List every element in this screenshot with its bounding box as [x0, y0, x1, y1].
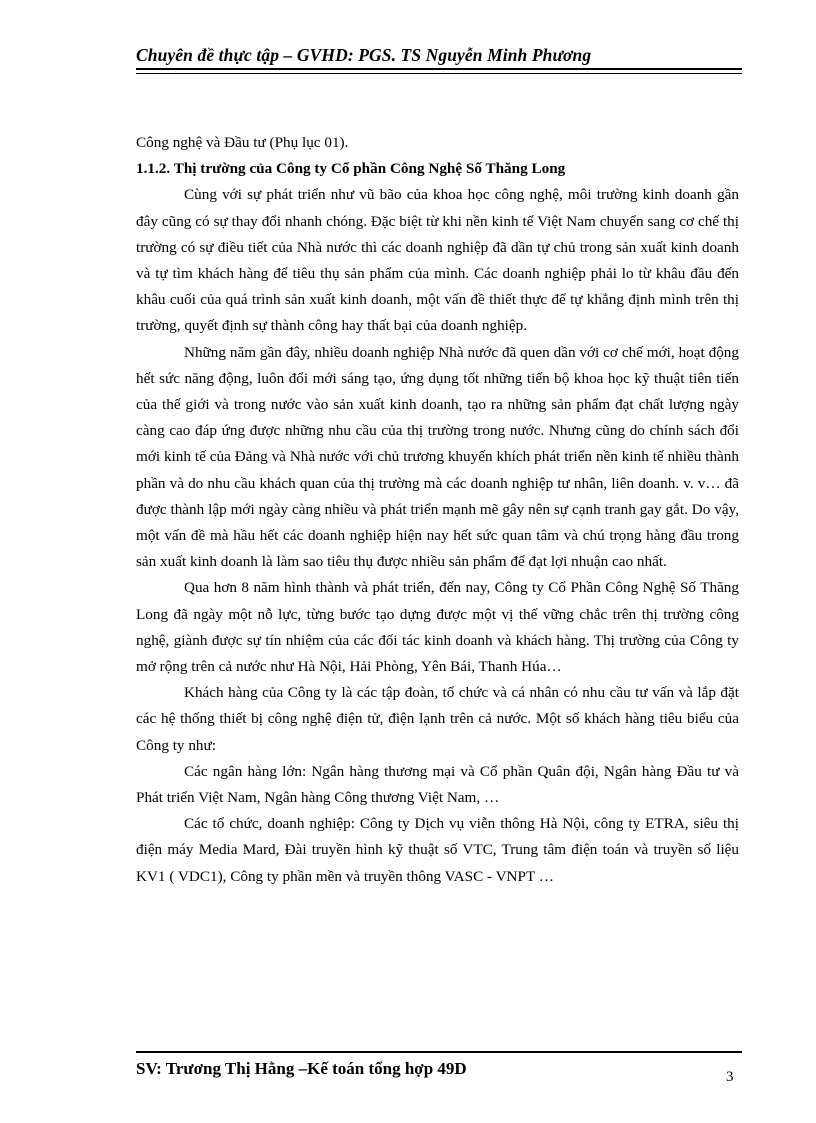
paragraph: Các ngân hàng lớn: Ngân hàng thương mại và Cổ phần Quân đội, Ngân hàng Đầu tư và Phát triển Việt Nam, Ngân hàng Công thương Việt Nam, …	[136, 762, 739, 807]
footer-rule	[136, 1051, 742, 1053]
paragraph: Cùng với sự phát triển như vũ bão của khoa học công nghệ, môi trường kinh doanh gần đây cũng có sự thay đổi nhanh chóng. Đặc biệt từ khi nền kinh tế Việt Nam chuyển sang cơ chế thị trường có sự điều tiết của Nhà nước thì các doanh nghiệp đã dần tự chủ trong sản xuất kinh doanh và tự tìm khách hàng để tiêu thụ sản phẩm của mình. Các doanh nghiệp phải lo từ khâu đầu đến khâu cuối của quá trình sản xuất kinh doanh, một vấn đề thiết thực để tự khẳng định mình trên thị trường, quyết định sự thành công hay thất bại của doanh nghiệp.	[136, 186, 739, 335]
paragraph: Những năm gần đây, nhiều doanh nghiệp Nhà nước đã quen dần với cơ chế mới, hoạt động hết sức năng động, luôn đổi mới sáng tạo, ứng dụng tốt những tiến bộ khoa học kỹ thuật tiên tiến của thế giới và trong nước vào sản xuất kinh doanh, tạo ra những sản phẩm đạt chất lượng ngày càng cao đáp ứng được những nhu cầu của thị trường trong nước. Nhưng cũng do chính sách đổi mới kinh tế của Đảng và Nhà nước với chủ trương khuyến khích phát triển nền kinh tế nhiều thành phần và do nhu cầu khách quan của thị trường mà các doanh nghiệp tư nhân, liên doanh. v. v… đã được thành lập mới ngày càng nhiều và phát triển mạnh mẽ gây nên sự cạnh tranh gay gắt. Do vậy, một vấn đề mà hầu hết các doanh nghiệp hiện nay hết sức quan tâm và chú trọng hàng đầu trong sản xuất kinh doanh là làm sao tiêu thụ được nhiều sản phẩm để đạt lợi nhuận cao nhất.	[136, 343, 739, 571]
paragraph: Các tổ chức, doanh nghiệp: Công ty Dịch vụ viễn thông Hà Nội, công ty ETRA, siêu thị điện máy Media Mard, Đài truyền hình kỹ thuật số VTC, Trung tâm điện toán và truyền số liệu KV1 ( VDC1), Công ty phần mền và truyền thông VASC - VNPT …	[136, 815, 739, 885]
header-title: Chuyên đề thực tập – GVHD: PGS. TS Nguyễn Minh Phương	[136, 45, 592, 65]
document-body	[136, 130, 739, 890]
page-header	[136, 44, 742, 66]
page-number: 3	[726, 1069, 734, 1085]
paragraph: Khách hàng của Công ty là các tập đoàn, tổ chức và cá nhân có nhu cầu tư vấn và lắp đặt các hệ thống thiết bị công nghệ điện tử, điện lạnh trên cả nước. Một số khách hàng tiêu biểu của Công ty như:	[136, 684, 739, 754]
header-rule	[136, 68, 742, 70]
header-rule-secondary	[136, 73, 742, 74]
footer-author: SV: Trương Thị Hằng –Kế toán tổng hợp 49D	[136, 1059, 467, 1078]
section-heading: 1.1.2. Thị trường của Công ty Cổ phần Công Nghệ Số Thăng Long	[136, 160, 566, 178]
intro-line: Công nghệ và Đầu tư (Phụ lục 01).	[136, 134, 349, 151]
paragraph: Qua hơn 8 năm hình thành và phát triển, đến nay, Công ty Cổ Phần Công Nghệ Số Thăng Long đã ngày một nỗ lực, từng bước tạo dựng được một vị thế vững chắc trên thị trường công nghệ, giành được sự tín nhiệm của các đối tác kinh doanh và khách hàng. Thị trường của Công ty mở rộng trên cả nước như Hà Nội, Hải Phòng, Yên Bái, Thanh Húa…	[136, 579, 739, 676]
